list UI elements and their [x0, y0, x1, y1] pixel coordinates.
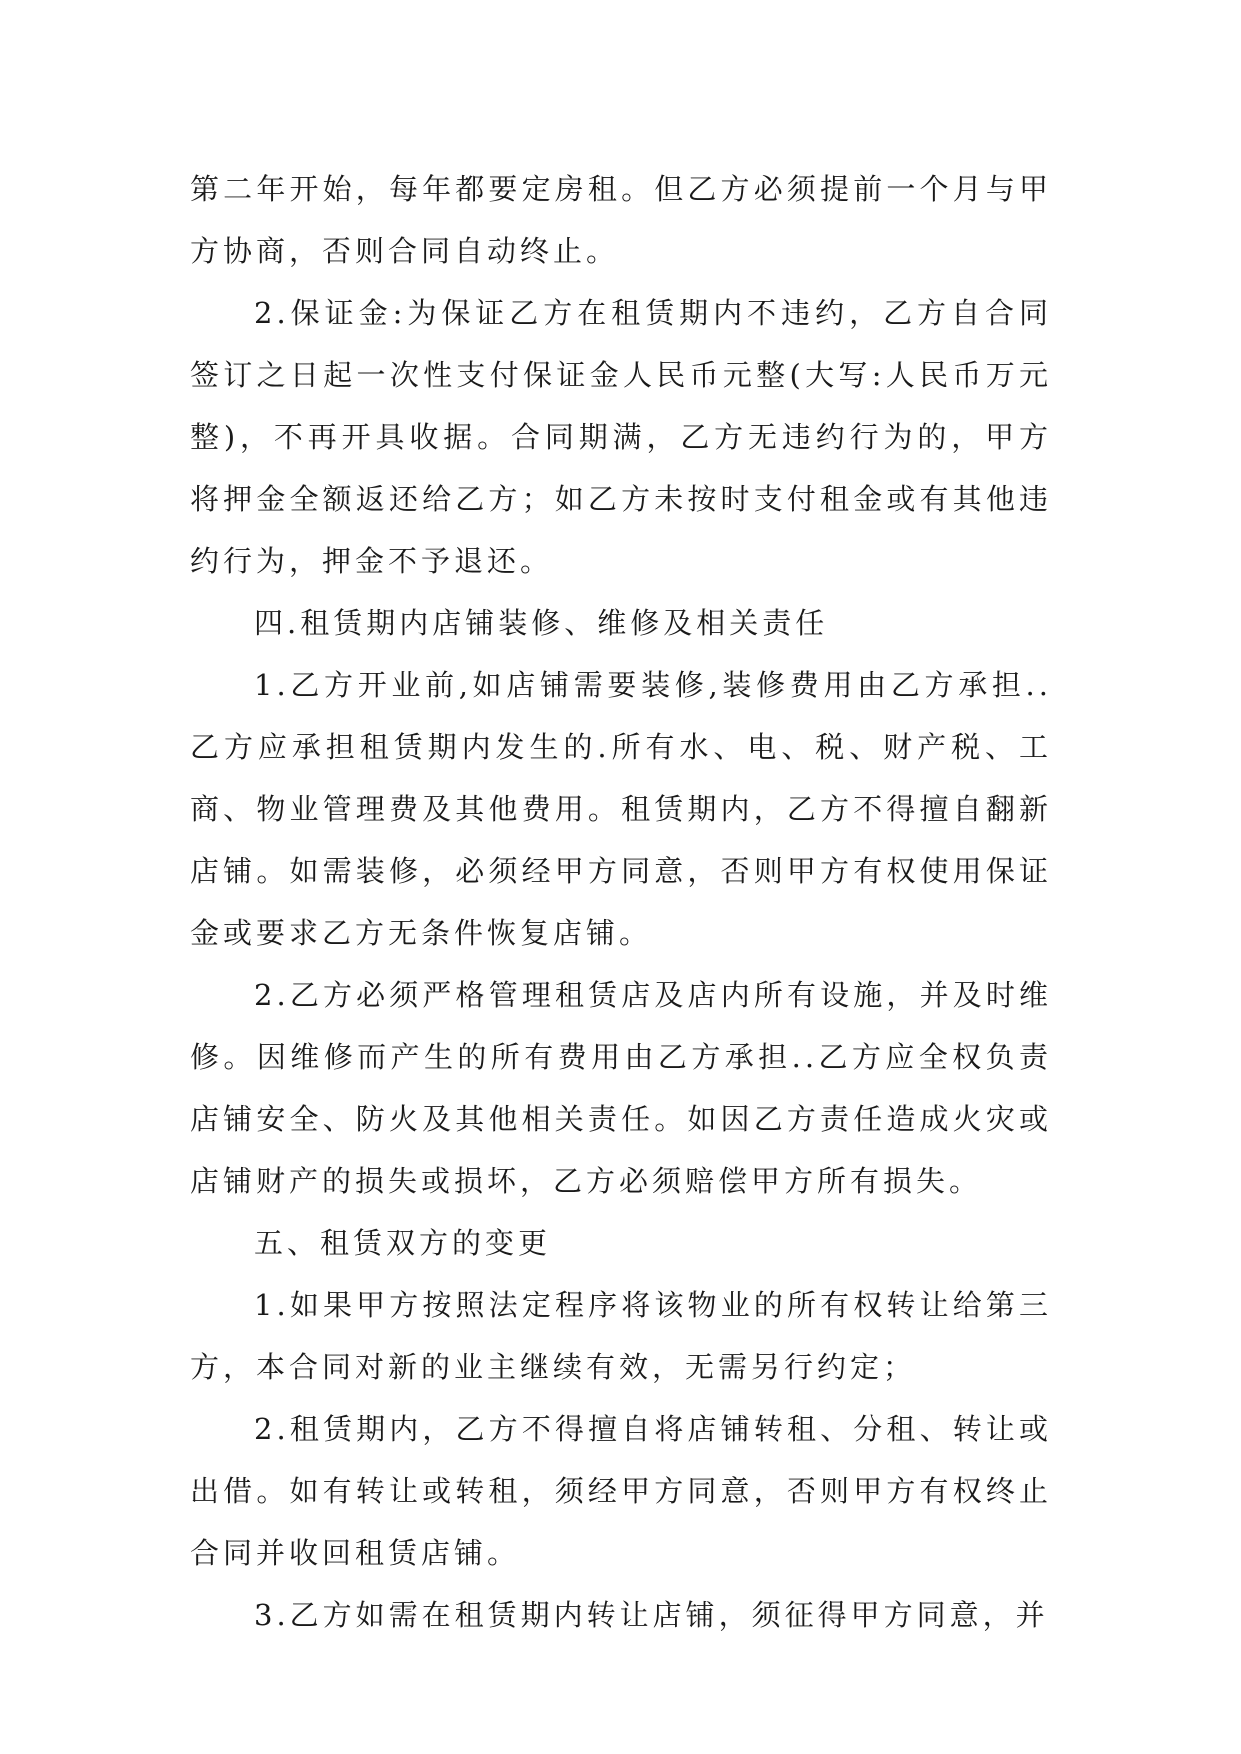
paragraph-maintenance: 2.乙方必须严格管理租赁店及店内所有设施，并及时维修。因维修而产生的所有费用由乙方承担..乙方应全权负责店铺安全、防火及其他相关责任。如因乙方责任造成火灾或店铺财产的损失或损坏，乙方必须赔偿甲方所有损失。	[190, 978, 1052, 1198]
paragraph-shop-transfer: 3.乙方如需在租赁期内转让店铺，须征得甲方同意，并	[254, 1598, 1049, 1632]
paragraph-renovation-costs: 1.乙方开业前,如店铺需要装修,装修费用由乙方承担..乙方应承担租赁期内发生的.所有水、电、税、财产税、工商、物业管理费及其他费用。租赁期内，乙方不得擅自翻新店铺。如需装修，必须经甲方同意，否则甲方有权使用保证金或要求乙方无条件恢复店铺。	[190, 668, 1052, 950]
paragraph-deposit: 2.保证金:为保证乙方在租赁期内不违约，乙方自合同签订之日起一次性支付保证金人民币元整(大写:人民币万元整)，不再开具收据。合同期满，乙方无违约行为的，甲方将押金全额返还给乙方；如乙方未按时支付租金或有其他违约行为，押金不予退还。	[190, 296, 1052, 578]
document-body	[190, 158, 1052, 1646]
section-heading-changes: 五、租赁双方的变更	[254, 1226, 552, 1260]
paragraph-ownership-transfer: 1.如果甲方按照法定程序将该物业的所有权转让给第三方，本合同对新的业主继续有效，无需另行约定；	[190, 1288, 1052, 1384]
section-heading-renovation: 四.租赁期内店铺装修、维修及相关责任	[254, 606, 829, 640]
paragraph-sublease: 2.租赁期内，乙方不得擅自将店铺转租、分租、转让或出借。如有转让或转租，须经甲方同意，否则甲方有权终止合同并收回租赁店铺。	[190, 1412, 1052, 1570]
paragraph-rent-negotiation: 第二年开始，每年都要定房租。但乙方必须提前一个月与甲方协商，否则合同自动终止。	[190, 172, 1052, 268]
